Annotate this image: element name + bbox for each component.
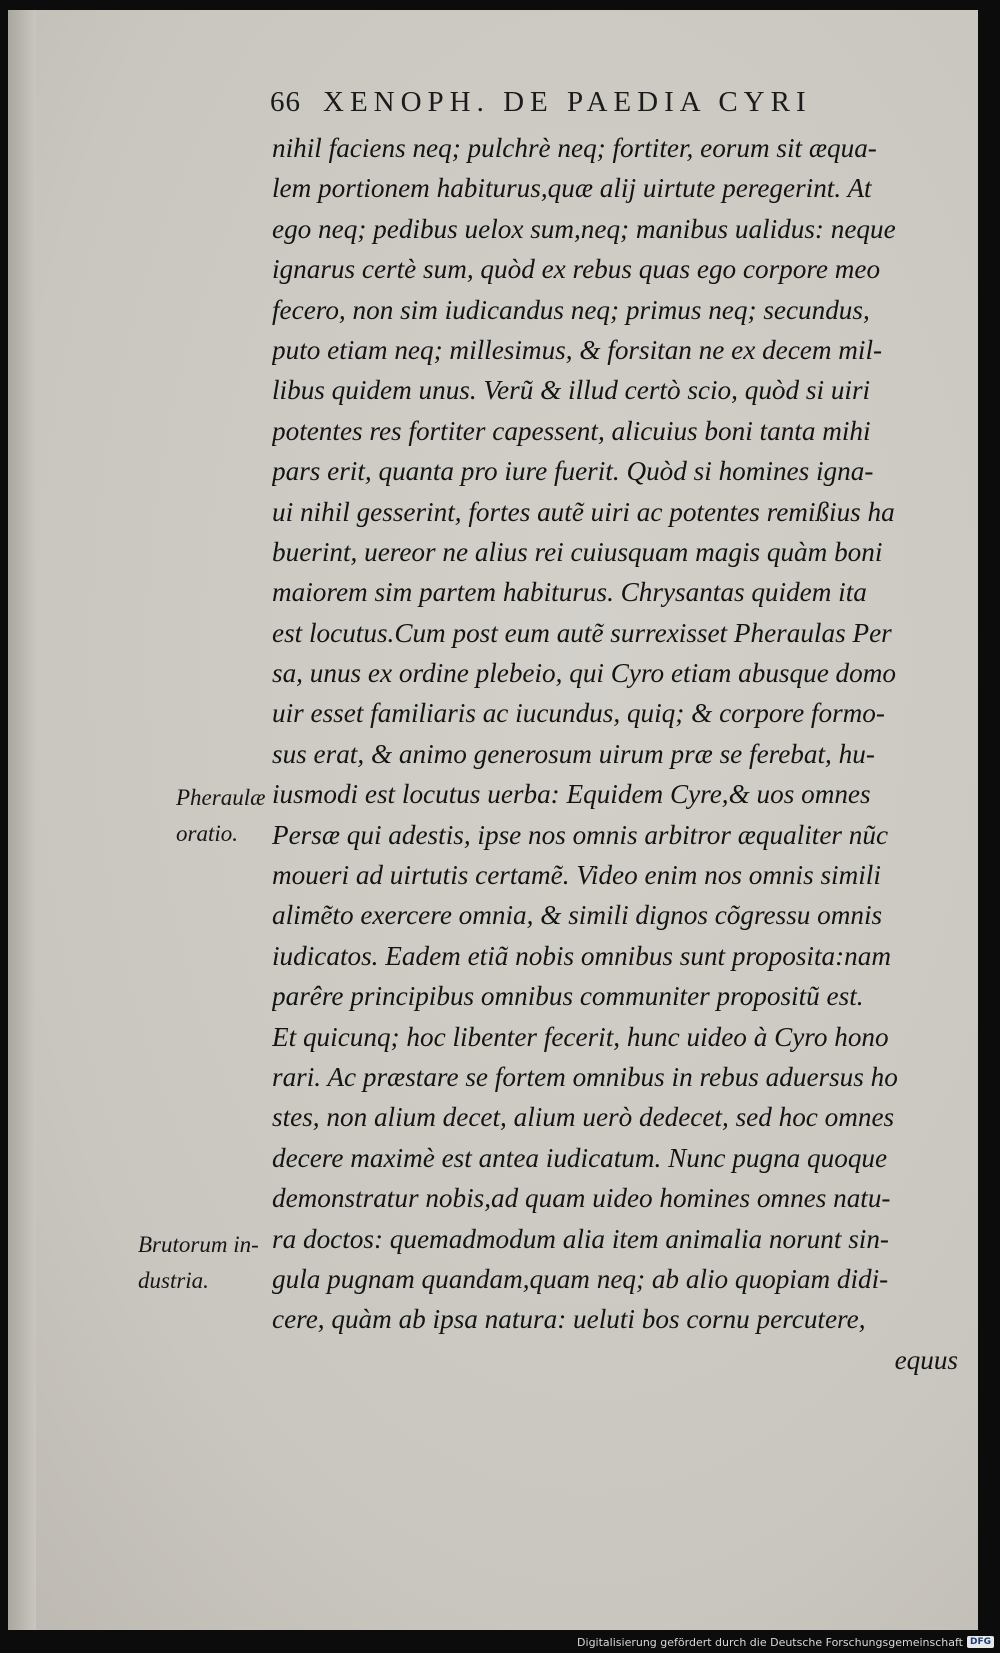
text-line: gula pugnam quandam,quam neq; ab alio quopiam didi-: [272, 1263, 889, 1294]
text-line: alimẽto exercere omnia, & simili dignos cõgressu omnis: [272, 900, 883, 931]
marginal-note-line: dustria.: [138, 1268, 209, 1293]
running-title: XENOPH. DE PAEDIA CYRI: [323, 86, 812, 118]
page-gutter-shadow: [8, 10, 36, 1630]
running-head: [270, 86, 890, 119]
text-line: Persæ qui adestis, ipse nos omnis arbitror æqualiter nũc: [272, 819, 889, 850]
text-line: fecero, non sim iudicandus neq; primus neq; secundus,: [272, 294, 870, 325]
text-line: rari. Ac præstare se fortem omnibus in rebus aduersus ho: [272, 1061, 898, 1092]
text-line: ra doctos: quemadmodum alia item animalia norunt sin-: [272, 1223, 889, 1254]
catchword: equus: [894, 1344, 958, 1375]
text-line: puto etiam neq; millesimus, & forsitan ne ex decem mil-: [272, 334, 883, 365]
text-line: iudicatos. Eadem etiã nobis omnibus sunt proposita:nam: [272, 940, 892, 971]
marginal-note-line: Pheraulæ: [176, 785, 266, 810]
text-line: libus quidem unus. Verũ & illud certò scio, quòd si uiri: [272, 375, 871, 406]
text-line: sus erat, & animo generosum uirum præ se ferebat, hu-: [272, 738, 875, 769]
marginal-note-brutorum: [138, 1227, 259, 1299]
text-line: potentes res fortiter capessent, alicuius boni tanta mihi: [272, 415, 871, 446]
digitization-credit: [577, 1633, 994, 1651]
text-line: Et quicunq; hoc libenter fecerit, hunc uideo à Cyro hono: [272, 1021, 889, 1052]
text-line: stes, non alium decet, alium uerò dedecet, sed hoc omnes: [272, 1102, 895, 1133]
text-line: moueri ad uirtutis certamẽ. Video enim nos omnis simili: [272, 860, 881, 891]
text-line: pars erit, quanta pro iure fuerit. Quòd si homines igna-: [272, 456, 874, 487]
text-line: decere maximè est antea iudicatum. Nunc pugna quoque: [272, 1142, 888, 1173]
marginal-note-pheraulae: [176, 780, 265, 852]
text-line: est locutus.Cum post eum autẽ surrexisset Pheraulas Per: [272, 617, 892, 648]
credit-text: Digitalisierung gefördert durch die Deutsche Forschungsgemeinschaft: [577, 1635, 963, 1649]
marginal-note-line: Brutorum in-: [138, 1232, 259, 1257]
text-line: lem portionem habiturus,quæ alij uirtute peregerint. At: [272, 173, 872, 204]
text-line: cere, quàm ab ipsa natura: ueluti bos cornu percutere,: [272, 1304, 866, 1335]
text-line: maiorem sim partem habiturus. Chrysantas quidem ita: [272, 577, 867, 608]
text-line: uir esset familiaris ac iucundus, quiq; & corpore formo-: [272, 698, 885, 729]
text-line: buerint, uereor ne alius rei cuiusquam magis quàm boni: [272, 536, 883, 567]
body-text: [272, 128, 958, 1380]
page-number: 66: [270, 86, 301, 118]
text-line: iusmodi est locutus uerba: Equidem Cyre,& uos omnes: [272, 779, 871, 810]
text-line: parêre principibus omnibus communiter propositũ est.: [272, 981, 864, 1012]
marginal-note-line: oratio.: [176, 821, 238, 846]
text-line: demonstratur nobis,ad quam uideo homines omnes natu-: [272, 1183, 891, 1214]
text-line: ego neq; pedibus uelox sum,neq; manibus ualidus: neque: [272, 213, 896, 244]
dfg-logo-icon: DFG: [967, 1636, 994, 1648]
text-line: ui nihil gesserint, fortes autẽ uiri ac potentes remißius ha: [272, 496, 895, 527]
text-line: ignarus certè sum, quòd ex rebus quas ego corpore meo: [272, 254, 881, 285]
text-line: sa, unus ex ordine plebeio, qui Cyro etiam abusque domo: [272, 658, 896, 689]
text-line: nihil faciens neq; pulchrè neq; fortiter, eorum sit æqua-: [272, 133, 877, 163]
